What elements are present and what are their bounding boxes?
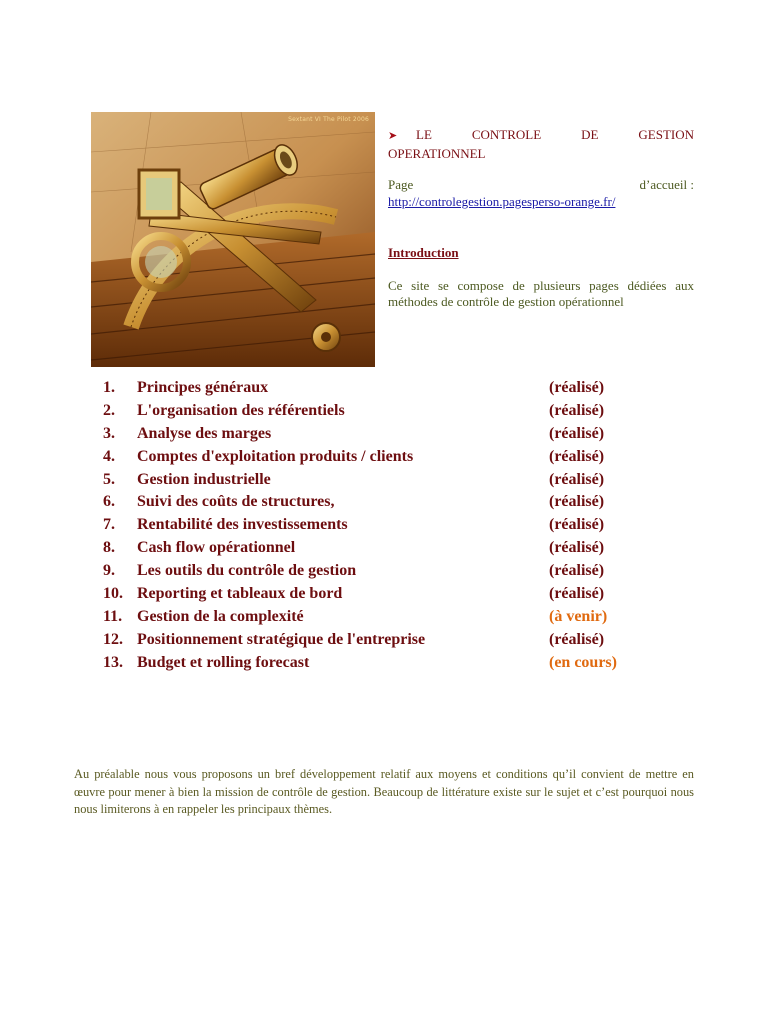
chapter-status: (à venir) [549, 607, 608, 625]
chapter-number: 4. [103, 447, 115, 465]
title-word-3: DE [581, 127, 599, 142]
chapter-label[interactable]: Les outils du contrôle de gestion [137, 562, 357, 580]
chapter-number: 3. [103, 424, 115, 442]
chapter-number: 11. [103, 607, 123, 625]
chapter-status: (en cours) [549, 653, 617, 671]
chapter-number: 13. [103, 653, 123, 671]
chapter-item[interactable] [0, 471, 768, 494]
chapter-status: (réalisé) [549, 470, 605, 488]
chapter-number: 9. [103, 562, 115, 580]
intro-text: Ce site se compose de plusieurs pages dédiées aux méthodes de contrôle de gestion opérationnel [388, 278, 694, 309]
title-word-2: CONTROLE [471, 127, 542, 142]
chapter-label[interactable]: Cash flow opérationnel [137, 539, 296, 557]
page-heading [388, 126, 694, 163]
chapter-item[interactable] [0, 654, 768, 677]
chapter-number: 7. [103, 516, 115, 534]
chapter-label[interactable]: Rentabilité des investissements [137, 516, 348, 534]
home-link[interactable]: http://controlegestion.pagesperso-orange.fr/ [388, 194, 616, 209]
home-page-block [388, 176, 694, 210]
chapter-label[interactable]: Analyse des marges [137, 424, 272, 442]
chapter-label[interactable]: Gestion industrielle [137, 470, 271, 488]
chapter-label[interactable]: Reporting et tableaux de bord [137, 585, 343, 603]
chapter-number: 1. [103, 379, 115, 396]
home-accueil: d’accueil : [639, 177, 694, 192]
chapter-number: 5. [103, 470, 115, 488]
chapter-label[interactable]: Comptes d'exploitation produits / clients [137, 447, 414, 465]
chapter-label[interactable]: Principes généraux [137, 379, 269, 396]
chapter-item[interactable] [0, 448, 768, 471]
chapter-status: (réalisé) [549, 516, 605, 534]
footer-paragraph: Au préalable nous vous proposons un bref développement relatif aux moyens et conditions qu’il convient de mettre en œuvre pour mener à bien la mission de contrôle de gestion. Beaucoup de littérature existe sur le sujet et c’est pourquoi nous nous limiterons à en rappeler les principaux thèmes. [74, 767, 694, 816]
chapter-status: (réalisé) [549, 562, 605, 580]
title-word-4: GESTION [638, 127, 694, 142]
intro-title: Introduction [388, 245, 459, 260]
chapter-list [0, 379, 768, 677]
chapter-label[interactable]: Suivi des coûts de structures, [137, 493, 335, 511]
chapter-label[interactable]: Positionnement stratégique de l'entreprise [137, 630, 426, 648]
chapter-item[interactable] [0, 585, 768, 608]
photo-caption: Sextant VI The Pilot 2006 [288, 116, 369, 123]
chapter-number: 2. [103, 401, 115, 419]
chapter-item[interactable] [0, 539, 768, 562]
chapter-status: (réalisé) [549, 539, 605, 557]
chapter-status: (réalisé) [549, 630, 605, 648]
chapter-status: (réalisé) [549, 379, 605, 396]
chapter-item[interactable] [0, 631, 768, 654]
chapter-status: (réalisé) [549, 585, 605, 603]
sextant-photo [91, 112, 375, 367]
chapter-label[interactable]: Gestion de la complexité [137, 607, 304, 625]
chapter-item[interactable] [0, 562, 768, 585]
chapter-label[interactable]: L'organisation des référentiels [137, 401, 345, 419]
chapter-label[interactable]: Budget et rolling forecast [137, 653, 310, 671]
chapter-status: (réalisé) [549, 447, 605, 465]
chapter-item[interactable] [0, 608, 768, 631]
home-label: Page [388, 177, 414, 192]
chapter-number: 6. [103, 493, 115, 511]
sextant-illustration [91, 112, 375, 367]
chapter-status: (réalisé) [549, 493, 605, 511]
chapter-item[interactable] [0, 493, 768, 516]
chapter-status: (réalisé) [549, 424, 605, 442]
chapter-item[interactable] [0, 516, 768, 539]
chapter-number: 12. [103, 630, 123, 648]
chapter-item[interactable] [0, 402, 768, 425]
chapter-status: (réalisé) [549, 401, 605, 419]
chapter-number: 8. [103, 539, 115, 557]
chapter-item[interactable] [0, 425, 768, 448]
title-word-1: LE [416, 127, 432, 142]
title-line-2: OPERATIONNEL [388, 146, 486, 161]
chapter-number: 10. [103, 585, 123, 603]
chapter-item[interactable] [0, 379, 768, 402]
arrow-bullet-icon: ➤ [388, 130, 398, 142]
